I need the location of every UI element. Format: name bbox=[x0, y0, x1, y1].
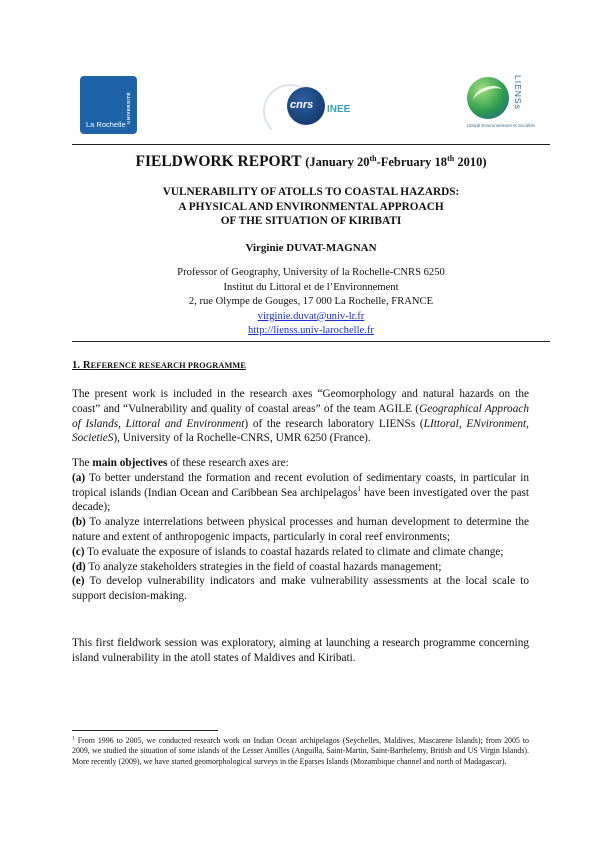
inee-text: INEE bbox=[327, 104, 351, 115]
website-link[interactable]: http://lienss.univ-larochelle.fr bbox=[248, 325, 374, 337]
report-title bbox=[72, 152, 550, 172]
article-title-line: OF THE SITUATION OF KIRIBATI bbox=[220, 215, 402, 227]
header-divider bbox=[72, 144, 550, 145]
objective-item: (a) To better understand the formation and recent evolution of sedimentary coasts, in particular in tropical islands (Indian Ocean and Caribbean Sea archipelagos$^1$ have been investigated over the past decade); bbox=[72, 471, 529, 514]
section-heading: 1. REFERENCE RESEARCH PROGRAMME bbox=[72, 360, 246, 371]
objective-item: (c) To evaluate the exposure of islands to coastal hazards related to climate and climate change; bbox=[72, 545, 504, 558]
email-link[interactable]: virginie.duvat@univ-lr.fr bbox=[257, 310, 365, 322]
lienss-vertical-name: LIENSs bbox=[513, 75, 523, 110]
paragraph-objectives bbox=[72, 456, 529, 604]
affiliation-line: Professor of Geography, University of la Rochelle-CNRS 6250 bbox=[177, 267, 445, 278]
article-title bbox=[72, 185, 550, 229]
section-divider bbox=[72, 341, 550, 342]
footnote-divider bbox=[72, 730, 218, 731]
paragraph-conclusion: This first fieldwork session was exploratory, aiming at launching a research programme concerning island vulnerability in the atoll states of Maldives and Kiribati. bbox=[72, 637, 529, 664]
affiliation-line: Institut du Littoral et de l’Environnement bbox=[223, 281, 399, 293]
report-title-main: FIELDWORK REPORT bbox=[135, 153, 306, 170]
lienss-subtitle: Littoral Environnement et Sociétés bbox=[466, 123, 536, 128]
author-name: Virginie DUVAT-MAGNAN bbox=[245, 242, 377, 254]
report-dates: (January 20th-February 18th 2010) bbox=[305, 153, 487, 169]
article-title-line: A PHYSICAL AND ENVIRONMENTAL APPROACH bbox=[178, 200, 444, 213]
footnote: $^1$ From 1996 to 2005, we conducted research work on Indian Ocean archipelagos (Seychelles, Maldives, Mascarene Islands); from 2005 to 2009, we studied the situation of some islands of the Lesser Antilles (Anguilla, Saint-Martin, Saint-Barthelemy, British and US Virgin Islands). More recently (2009), we have started geomorphological surveys in the Eparses Islands (Mozambique channel and north of Madagascar). bbox=[72, 735, 529, 766]
article-title-line: VULNERABILITY OF ATOLLS TO COASTAL HAZARDS: bbox=[162, 186, 460, 198]
objectives-intro: The main objectives of these research axes are: bbox=[72, 457, 289, 469]
lienss-logo bbox=[463, 73, 536, 137]
logo-city-name: La Rochelle bbox=[86, 120, 126, 129]
objective-item: (b) To analyze interrelations between physical processes and human development to determine the nature and extent of anthropogenic impacts, particularly in coral reef environments; bbox=[72, 516, 529, 543]
objective-item: (d) To analyze stakeholders strategies in the field of coastal hazards management; bbox=[72, 560, 442, 573]
affiliation-line: 2, rue Olympe de Gouges, 17 000 La Rochelle, FRANCE bbox=[188, 296, 434, 308]
paragraph-intro: The present work is included in the research axes “Geomorphology and natural hazards on the coast” and “Vulnerability and quality of coastal areas” of the team AGILE (Geographical Approach of Islands, Littoral and Environment) of the research laboratory LIENSs (LIttoral, ENvironment, SocietieS), University of la Rochelle-CNRS, UMR 6250 (France). bbox=[72, 388, 529, 445]
logo-vertical-text: UNIVERSITÉ bbox=[126, 91, 131, 124]
author-affiliation bbox=[72, 266, 550, 339]
cnrs-brand-text: cnrs bbox=[290, 99, 314, 111]
university-la-rochelle-logo bbox=[80, 76, 137, 134]
objective-item: (e) To develop vulnerability indicators and make vulnerability assessments at the local scale to support decision-making. bbox=[72, 575, 529, 603]
cnrs-inee-logo bbox=[263, 80, 353, 138]
footnote-ref[interactable]: 1 bbox=[357, 484, 361, 493]
